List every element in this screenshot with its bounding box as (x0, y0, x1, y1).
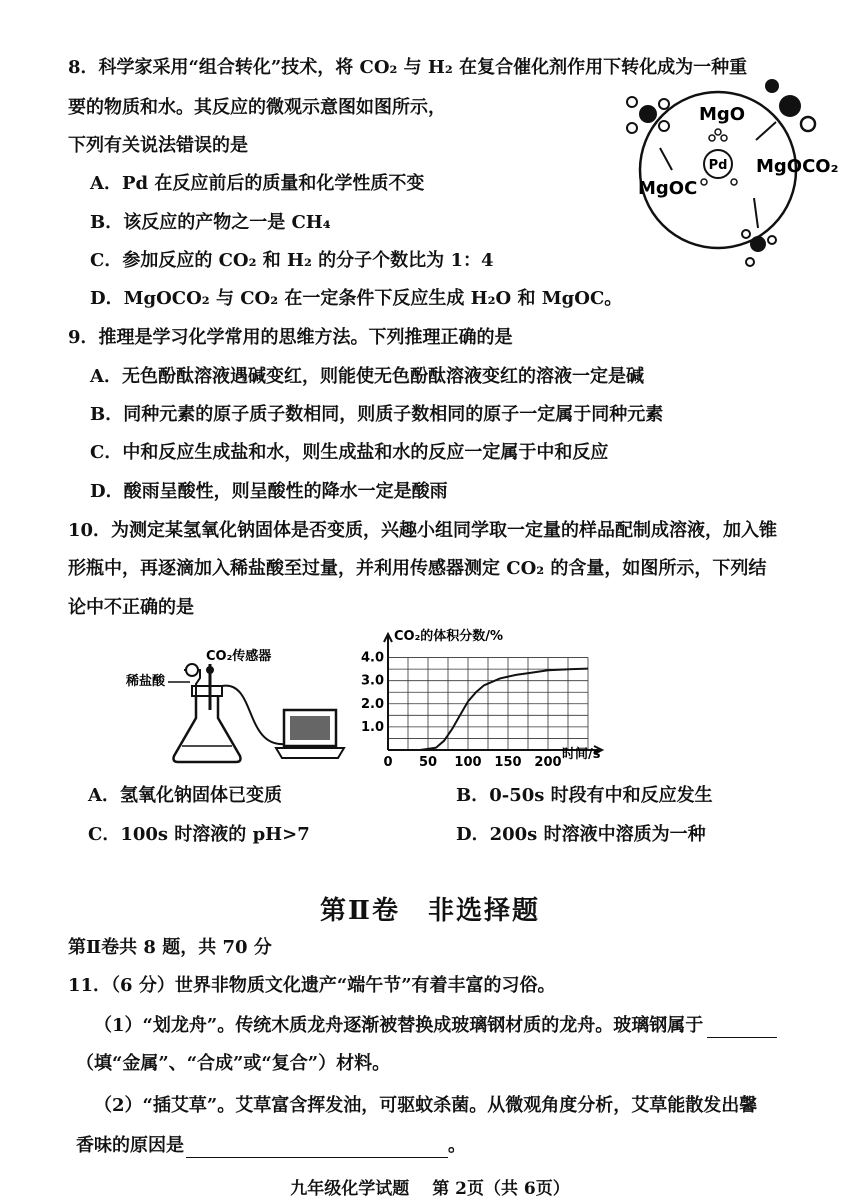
q9-option-a: A．无色酚酞溶液遇碱变红，则能使无色酚酞溶液变红的溶液一定是碱 (90, 366, 644, 387)
acid-label: 稀盐酸 (126, 674, 166, 689)
y-tick-label: 4.0 (360, 650, 384, 666)
mgoc-label: MgOC (638, 178, 698, 199)
q11-sub1-text: （1）“划龙舟”。传统木质龙舟逐渐被替换成玻璃钢材质的龙舟。玻璃钢属于 (94, 1015, 704, 1036)
answer-blank-1[interactable] (707, 1019, 777, 1038)
q10-stem-line1: 10．为测定某氢氧化钠固体是否变质，兴趣小组同学取一定量的样品配制成溶液，加入锥 (68, 520, 778, 541)
y-tick-label: 3.0 (360, 673, 384, 689)
q10-stem-line2: 形瓶中，再逐滴加入稀盐酸至过量，并利用传感器测定 CO₂ 的含量，如图所示，下列结 (68, 558, 767, 579)
y-tick-label: 1.0 (360, 719, 384, 735)
chart-xlabel: 时间/s (562, 747, 601, 762)
q11-sub2-line2 (76, 1134, 466, 1158)
q8-option-d: D．MgOCO₂ 与 CO₂ 在一定条件下反应生成 H₂O 和 MgOC。 (90, 288, 623, 309)
section-subtitle: 第Ⅱ卷共 8 题，共 70 分 (68, 937, 272, 958)
q8-option-c: C．参加反应的 CO₂ 和 H₂ 的分子个数比为 1：4 (90, 250, 494, 271)
page-footer: 九年级化学试题 第 2页（共 6页） (290, 1179, 570, 1199)
q8-stem-line1: 8．科学家采用“组合转化”技术，将 CO₂ 与 H₂ 在复合催化剂作用下转化成为一种重 (68, 57, 748, 78)
q8-stem-line3: 下列有关说法错误的是 (68, 135, 248, 156)
mgo-label: MgO (698, 104, 746, 125)
reaction-cycle-diagram (610, 78, 842, 274)
q10-option-b: B．0-50s 时段有中和反应发生 (456, 785, 713, 806)
q11-sub1-line1 (94, 1014, 777, 1038)
sensor-label: CO₂传感器 (206, 649, 272, 664)
q10-option-c: C．100s 时溶液的 pH>7 (88, 824, 310, 845)
pd-label: Pd (708, 158, 728, 173)
x-tick-label: 150 (494, 755, 522, 770)
q8-stem-line2: 要的物质和水。其反应的微观示意图如图所示， (68, 97, 446, 118)
q10-option-d: D．200s 时溶液中溶质为一种 (456, 824, 706, 845)
apparatus-diagram (126, 640, 356, 770)
q10-option-a: A．氢氧化钠固体已变质 (88, 785, 282, 806)
q11-sub2-text: 香味的原因是 (76, 1135, 184, 1156)
section-title: 第Ⅱ卷 非选择题 (320, 896, 540, 926)
q8-option-b: B．该反应的产物之一是 CH₄ (90, 212, 331, 233)
answer-blank-2[interactable] (186, 1139, 448, 1158)
x-tick-label: 50 (418, 755, 438, 770)
mgoco2-label: MgOCO₂ (756, 156, 839, 177)
y-tick-label: 2.0 (360, 696, 384, 712)
co2-chart (356, 624, 606, 784)
x-tick-label: 0 (383, 755, 393, 770)
x-tick-label: 200 (534, 755, 562, 770)
q9-option-d: D．酸雨呈酸性，则呈酸性的降水一定是酸雨 (90, 481, 448, 502)
molecule-top-right (765, 79, 815, 131)
q11-sub2-end: 。 (448, 1135, 466, 1156)
q11-sub2-line1: （2）“插艾草”。艾草富含挥发油，可驱蚊杀菌。从微观角度分析，艾草能散发出馨 (94, 1095, 758, 1116)
q9-option-b: B．同种元素的原子质子数相同，则质子数相同的原子一定属于同种元素 (90, 404, 664, 425)
q11-sub1-line2: （填“金属”、“合成”或“复合”）材料。 (76, 1053, 391, 1074)
q11-stem: 11．（6 分）世界非物质文化遗产“端午节”有着丰富的习俗。 (68, 975, 556, 996)
q9-stem: 9．推理是学习化学常用的思维方法。下列推理正确的是 (68, 327, 513, 348)
q8-option-a: A．Pd 在反应前后的质量和化学性质不变 (90, 173, 425, 194)
q10-stem-line3: 论中不正确的是 (68, 597, 194, 618)
chart-ylabel: CO₂的体积分数/% (394, 629, 504, 644)
q9-option-c: C．中和反应生成盐和水，则生成盐和水的反应一定属于中和反应 (90, 442, 609, 463)
x-tick-label: 100 (454, 755, 482, 770)
